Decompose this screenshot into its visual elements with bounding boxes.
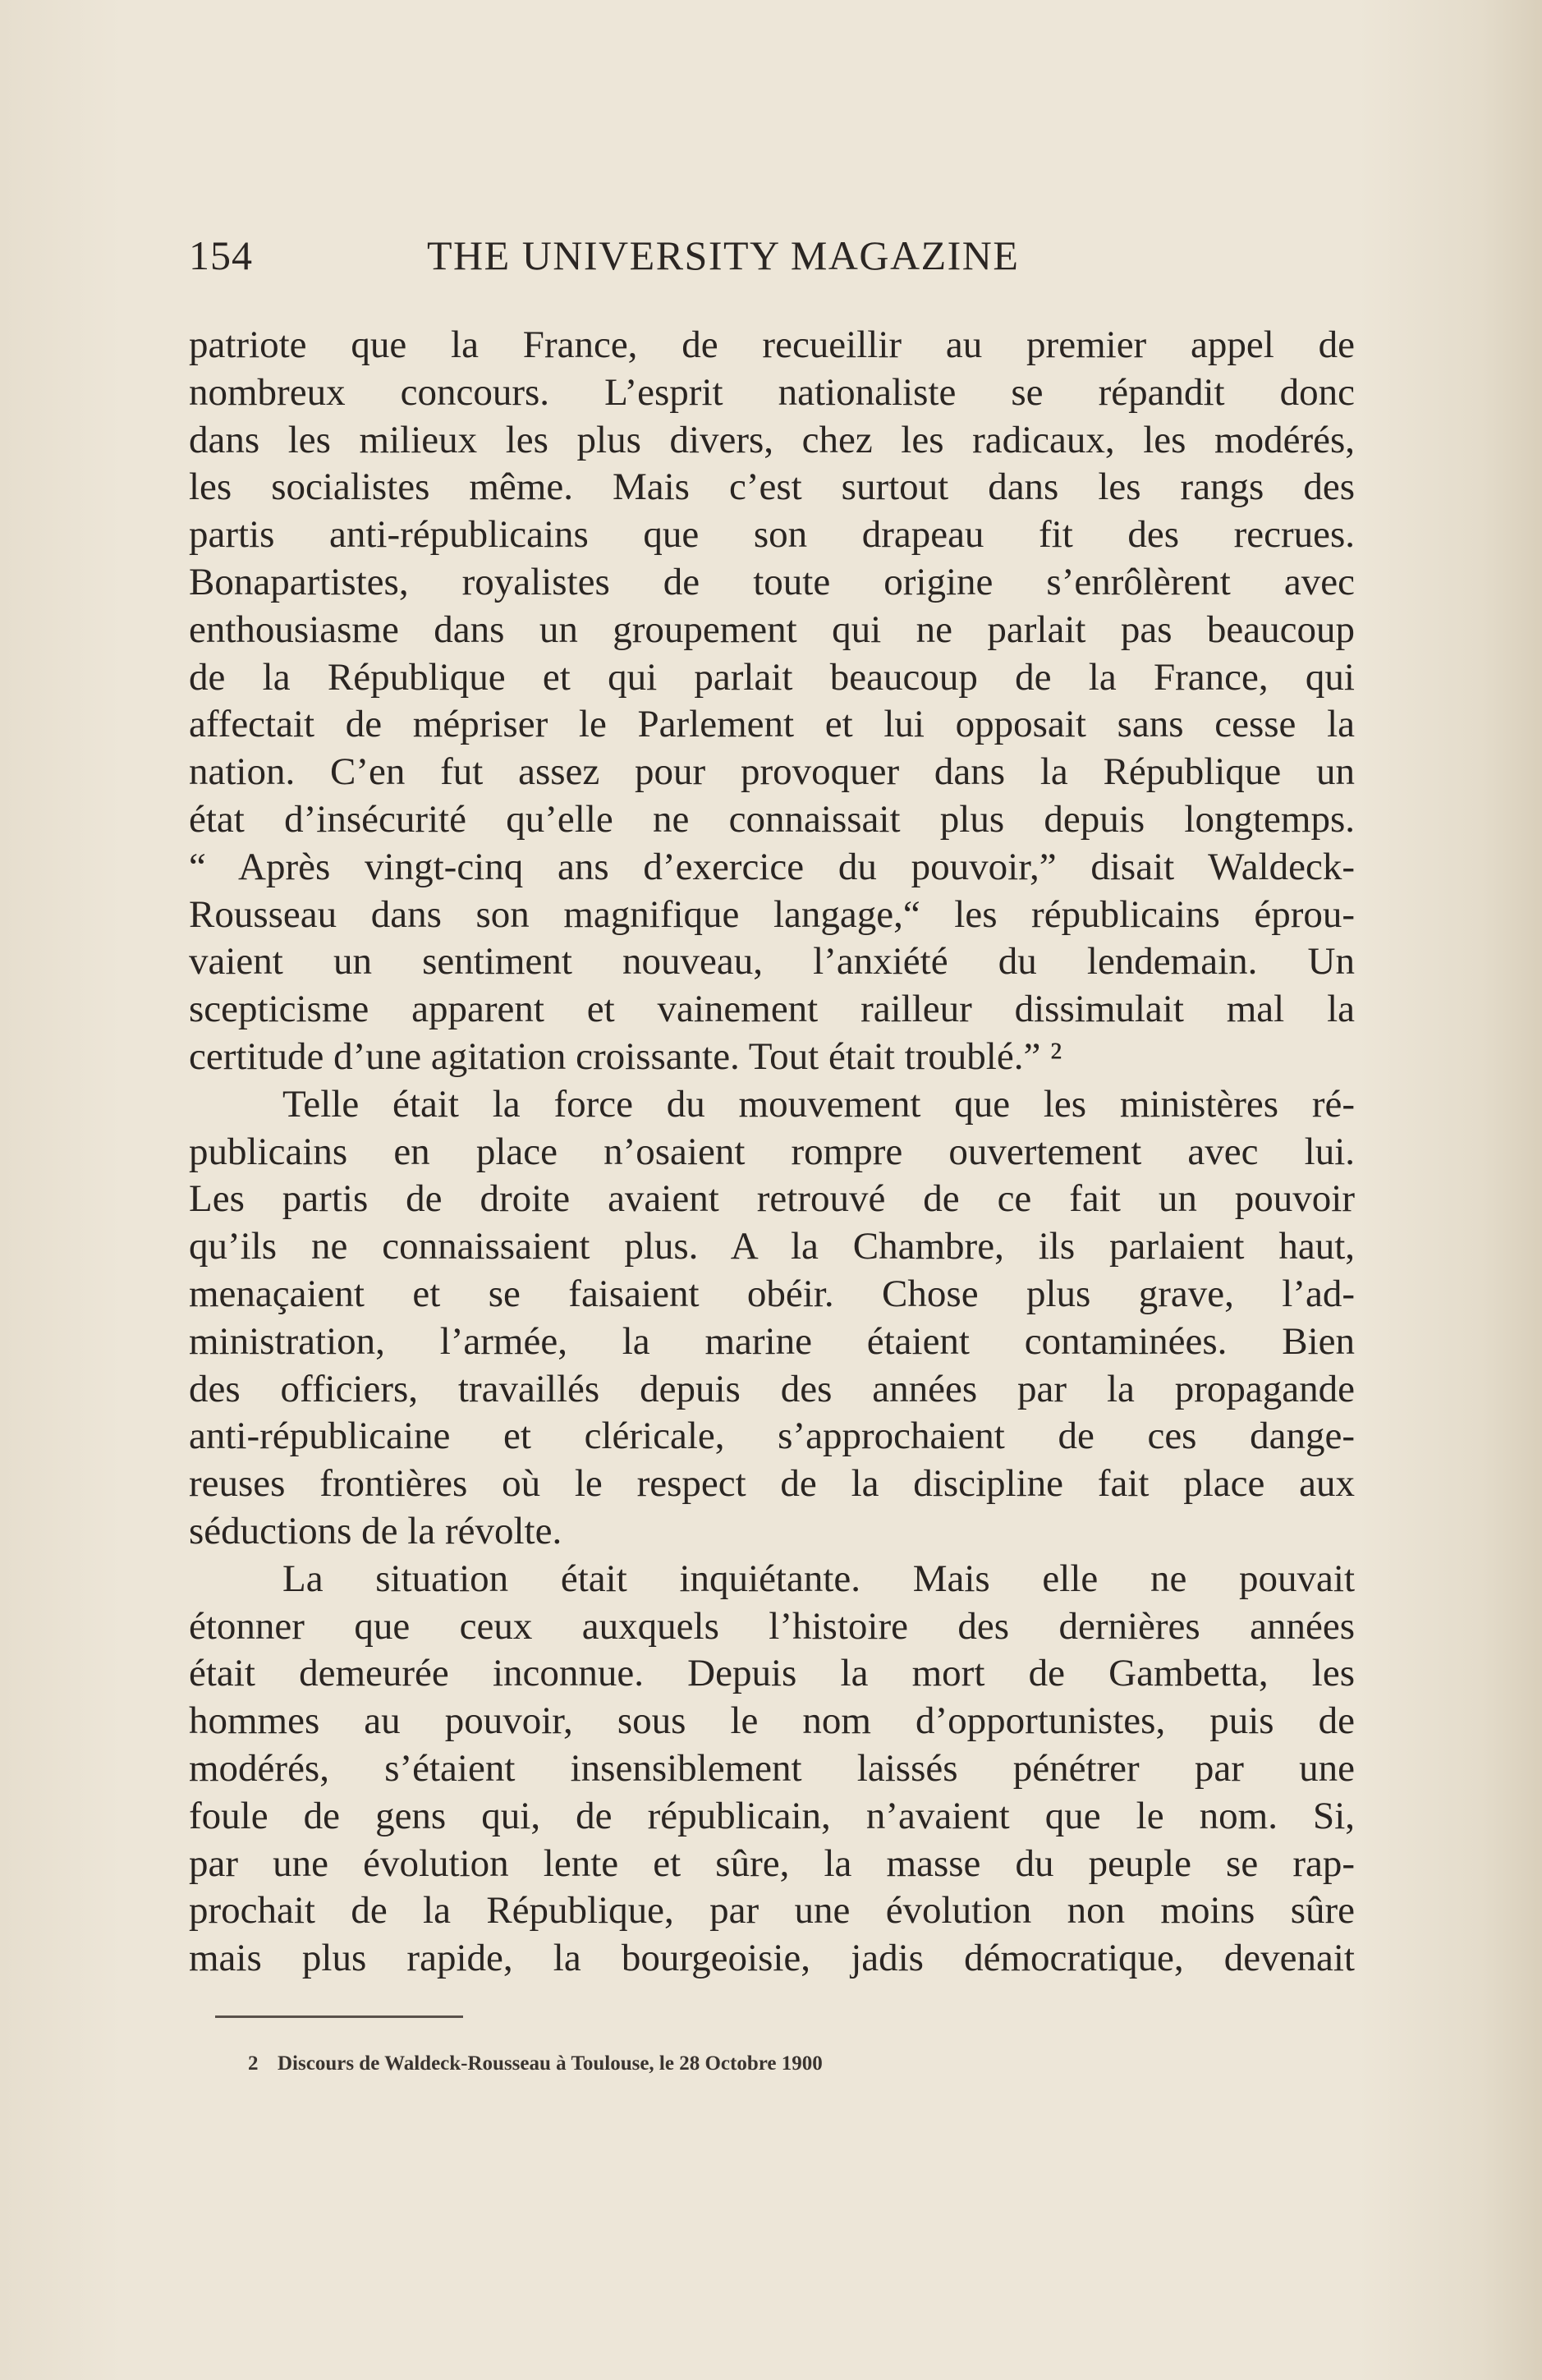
text-line: patriote que la France, de recueillir au premier appel de	[189, 323, 1355, 366]
text-line: anti-républicaine et cléricale, s’approchaient de ces dange-	[189, 1415, 1355, 1458]
text-line: nation. C’en fut assez pour provoquer dans la République un	[189, 750, 1355, 794]
text-line: par une évolution lente et sûre, la masse du peuple se rap-	[189, 1841, 1355, 1885]
body-text	[189, 322, 1355, 1983]
footnote-marker: 2	[248, 2052, 259, 2075]
text-line: reuses frontières où le respect de la discipline fait place aux	[189, 1462, 1355, 1506]
text-line: publicains en place n’osaient rompre ouvertement avec lui.	[189, 1130, 1355, 1173]
text-line: modérés, s’étaient insensiblement laissés pénétrer par une	[189, 1746, 1355, 1790]
text-line: qu’ils ne connaissaient plus. A la Chambre, ils parlaient haut,	[189, 1225, 1355, 1268]
text-line: hommes au pouvoir, sous le nom d’opportunistes, puis de	[189, 1699, 1355, 1743]
text-line: Bonapartistes, royalistes de toute origine s’enrôlèrent avec	[189, 560, 1355, 603]
text-line: mais plus rapide, la bourgeoisie, jadis démocratique, devenait	[189, 1937, 1355, 1980]
paragraph-start-line: Telle était la force du mouvement que les ministères ré-	[282, 1082, 1355, 1126]
text-line: était demeurée inconnue. Depuis la mort de Gambetta, les	[189, 1652, 1355, 1695]
text-line: Rousseau dans son magnifique langage,“ les républicains éprou-	[189, 892, 1355, 936]
paragraph-start-line: La situation était inquiétante. Mais elle ne pouvait	[282, 1557, 1355, 1600]
text-line: enthousiasme dans un groupement qui ne parlait pas beaucoup	[189, 608, 1355, 651]
text-line: prochait de la République, par une évolution non moins sûre	[189, 1889, 1355, 1933]
text-line: dans les milieux les plus divers, chez les radicaux, les modérés,	[189, 418, 1355, 461]
page-number: 154	[189, 232, 253, 278]
text-line: partis anti-républicains que son drapeau fit des recrues.	[189, 513, 1355, 557]
text-line: état d’insécurité qu’elle ne connaissait plus depuis longtemps.	[189, 797, 1355, 841]
text-line: les socialistes même. Mais c’est surtout dans les rangs des	[189, 465, 1355, 509]
running-title: THE UNIVERSITY MAGAZINE	[427, 232, 1020, 278]
text-line: nombreux concours. L’esprit nationaliste se répandit donc	[189, 370, 1355, 414]
footnote-divider	[215, 2015, 463, 2018]
text-line: étonner que ceux auxquels l’histoire des dernières années	[189, 1604, 1355, 1648]
text-line: ministration, l’armée, la marine étaient contaminées. Bien	[189, 1319, 1355, 1363]
text-line: vaient un sentiment nouveau, l’anxiété du lendemain. Un	[189, 940, 1355, 984]
footnote-text: Discours de Waldeck-Rousseau à Toulouse, le 28 Octobre 1900	[278, 2052, 823, 2075]
text-line: de la République et qui parlait beaucoup de la France, qui	[189, 655, 1355, 699]
footnote	[248, 2052, 823, 2075]
text-line: “ Après vingt-cinq ans d’exercice du pouvoir,” disait Waldeck-	[189, 845, 1355, 888]
text-line: foule de gens qui, de républicain, n’avaient que le nom. Si,	[189, 1794, 1355, 1837]
text-line: des officiers, travaillés depuis des années par la propagande	[189, 1367, 1355, 1410]
text-line: certitude d’une agitation croissante. Tout était troublé.” ²	[189, 1034, 1062, 1078]
running-header	[189, 232, 1049, 289]
text-line: Les partis de droite avaient retrouvé de ce fait un pouvoir	[189, 1177, 1355, 1221]
text-line: menaçaient et se faisaient obéir. Chose plus grave, l’ad-	[189, 1272, 1355, 1315]
text-line: affectait de mépriser le Parlement et lui opposait sans cesse la	[189, 703, 1355, 746]
text-line: scepticisme apparent et vainement railleur dissimulait mal la	[189, 988, 1355, 1031]
text-line: séductions de la révolte.	[189, 1509, 562, 1552]
